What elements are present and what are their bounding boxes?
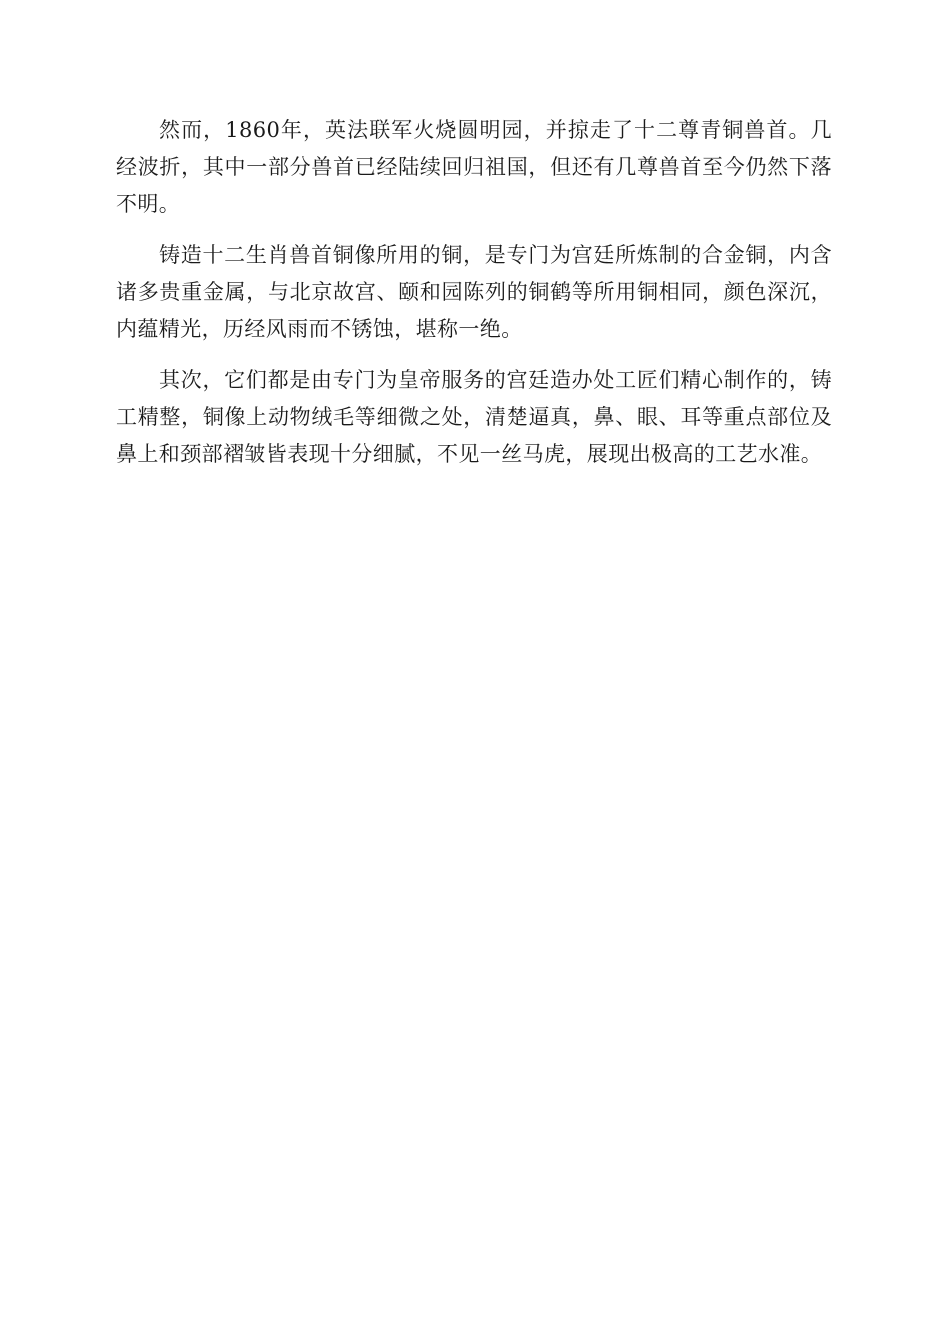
paragraph-3: 其次，它们都是由专门为皇帝服务的宫廷造办处工匠们精心制作的，铸工精整，铜像上动物绒毛等细微之处，清楚逼真，鼻、眼、耳等重点部位及鼻上和颈部褶皱皆表现十分细腻，不见一丝马虎，展现出极高的工艺水准。 <box>116 368 832 466</box>
document-body <box>116 112 832 487</box>
paragraph-2: 铸造十二生肖兽首铜像所用的铜，是专门为宫廷所炼制的合金铜，内含诸多贵重金属，与北京故宫、颐和园陈列的铜鹤等所用铜相同，颜色深沉，内蕴精光，历经风雨而不锈蚀，堪称一绝。 <box>116 243 832 341</box>
paragraph-1: 然而，1860年，英法联军火烧圆明园，并掠走了十二尊青铜兽首。几经波折，其中一部分兽首已经陆续回归祖国，但还有几尊兽首至今仍然下落不明。 <box>116 118 832 216</box>
